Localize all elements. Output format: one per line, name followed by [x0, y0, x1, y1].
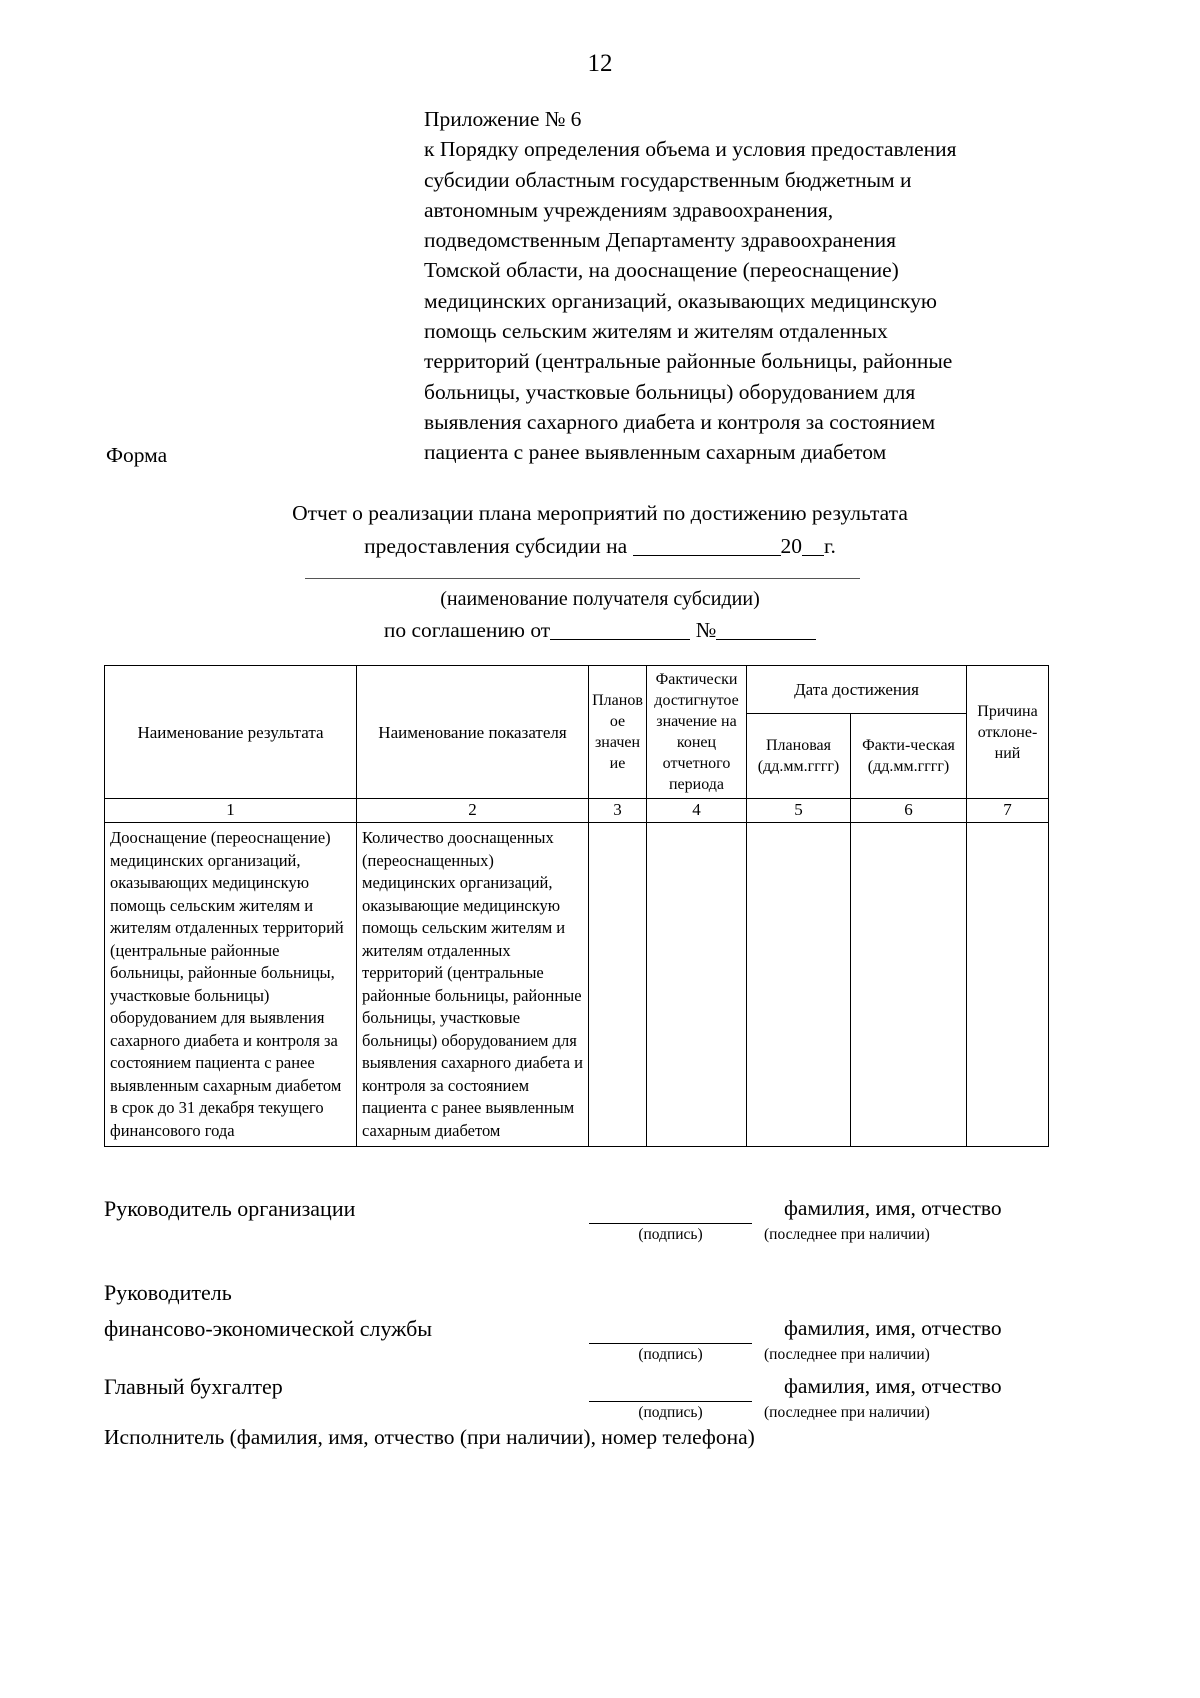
signature-note: (последнее при наличии) [764, 1404, 930, 1421]
table-header-row [105, 666, 1049, 714]
title-year: 20 [780, 534, 803, 558]
title-line-2-suffix: г. [824, 534, 836, 558]
title-line-2 [100, 530, 1100, 563]
cell-indicator-name: Количество дооснащенных (переоснащенных) медицинских организаций, оказывающие медицинскую помощь сельским жителям и жителям отдаленных территорий (центральные районные больницы, районные больницы, участковые больницы) оборудованием для выявления сахарного диабета и контроля за состоянием пациента с ранее выявленным сахарным диабетом [357, 823, 589, 1147]
signature-role-label: Руководитель организации [104, 1196, 356, 1221]
appendix-line: Томской области, на дооснащение (переоснащение) [424, 258, 899, 283]
agreement-number-symbol: № [695, 618, 717, 642]
col-number: 6 [851, 799, 967, 823]
signature-row-head-of-finance [104, 1262, 1048, 1374]
signature-name-placeholder: фамилия, имя, отчество [784, 1374, 1002, 1398]
signature-caption: (подпись) [638, 1226, 703, 1243]
appendix-line: к Порядку определения объема и условия предоставления [424, 137, 957, 162]
appendix-line: субсидии областным государственным бюджетным и [424, 167, 912, 192]
header-deviation-reason: Причина отклоне-ний [967, 666, 1049, 799]
col-number: 7 [967, 799, 1049, 823]
header-result-name: Наименование результата [105, 666, 357, 799]
agreement-line [100, 618, 1100, 643]
signature-caption: (подпись) [638, 1346, 703, 1363]
agreement-prefix: по соглашению от [383, 618, 551, 642]
signature-role-label-first-line: Руководитель [104, 1280, 232, 1305]
results-report-table [104, 665, 1049, 1147]
recipient-caption: (наименование получателя субсидии) [440, 588, 760, 610]
signature-note: (последнее при наличии) [764, 1226, 930, 1243]
header-achievement-date-group: Дата достижения [747, 666, 967, 714]
appendix-line: больницы, участковые больницы) оборудованием для [424, 379, 916, 404]
agreement-number-blank[interactable] [716, 639, 816, 640]
appendix-line: Приложение № 6 [424, 107, 582, 131]
signature-role-label: Главный бухгалтер [104, 1374, 283, 1399]
recipient-blank-line[interactable] [305, 578, 860, 579]
cell-date-actual[interactable] [851, 823, 967, 1147]
title-line-1: Отчет о реализации плана мероприятий по достижению результата [292, 501, 908, 525]
col-number: 5 [747, 799, 851, 823]
table-row [105, 823, 1049, 1147]
signature-blank-line[interactable] [589, 1223, 752, 1224]
appendix-line: подведомственным Департаменту здравоохранения [424, 228, 897, 253]
col-number: 1 [105, 799, 357, 823]
appendix-line: автономным учреждениям здравоохранения, [424, 197, 834, 222]
appendix-line: территорий (центральные районные больницы, районные [424, 349, 953, 374]
signature-blank-line[interactable] [589, 1343, 752, 1344]
col-number: 2 [357, 799, 589, 823]
signature-row-head-of-organization [104, 1196, 1048, 1262]
header-actual-value: Фактически достигнутое значение на конец отчетного периода [647, 666, 747, 799]
appendix-line: медицинских организаций, оказывающих медицинскую [424, 288, 937, 313]
col-number: 4 [647, 799, 747, 823]
appendix-line: помощь сельским жителям и жителям отдаленных [424, 319, 888, 344]
cell-actual-value[interactable] [647, 823, 747, 1147]
date-blank[interactable] [633, 555, 781, 556]
signature-name-placeholder: фамилия, имя, отчество [784, 1316, 1002, 1340]
page-number: 12 [587, 50, 613, 77]
signature-blank-line[interactable] [589, 1401, 752, 1402]
cell-date-planned[interactable] [747, 823, 851, 1147]
table-column-number-row [105, 799, 1049, 823]
agreement-date-blank[interactable] [550, 639, 690, 640]
header-date-actual: Факти-ческая (дд.мм.гггг) [851, 714, 967, 799]
document-title [100, 497, 1100, 563]
appendix-line: пациента с ранее выявленным сахарным диабетом [424, 440, 887, 465]
executor-line: Исполнитель (фамилия, имя, отчество (при наличии), номер телефона) [104, 1425, 755, 1449]
header-date-planned: Плановая (дд.мм.гггг) [747, 714, 851, 799]
col-number: 3 [589, 799, 647, 823]
appendix-reference-block [424, 104, 1044, 468]
year-blank[interactable] [802, 555, 824, 556]
header-planned-value: Планов ое значен ие [589, 666, 647, 799]
signature-role-label: финансово-экономической службы [104, 1316, 433, 1341]
header-indicator-name: Наименование показателя [357, 666, 589, 799]
cell-deviation-reason[interactable] [967, 823, 1049, 1147]
signature-block [104, 1196, 1048, 1440]
cell-planned-value[interactable] [589, 823, 647, 1147]
signature-note: (последнее при наличии) [764, 1346, 930, 1363]
signature-name-placeholder: фамилия, имя, отчество [784, 1196, 1002, 1220]
signature-caption: (подпись) [638, 1404, 703, 1421]
title-line-2-prefix: предоставления субсидии на [364, 534, 628, 558]
cell-result-name: Дооснащение (переоснащение) медицинских организаций, оказывающих медицинскую помощь сельским жителям и жителям отдаленных территорий (центральные районные больницы, районные больницы, участковые больницы) оборудованием для выявления сахарного диабета и контроля за состоянием пациента с ранее выявленным сахарным диабетом в срок до 31 декабря текущего финансового года [105, 823, 357, 1147]
appendix-line: выявления сахарного диабета и контроля за состоянием [424, 409, 936, 434]
form-label: Форма [106, 443, 168, 467]
